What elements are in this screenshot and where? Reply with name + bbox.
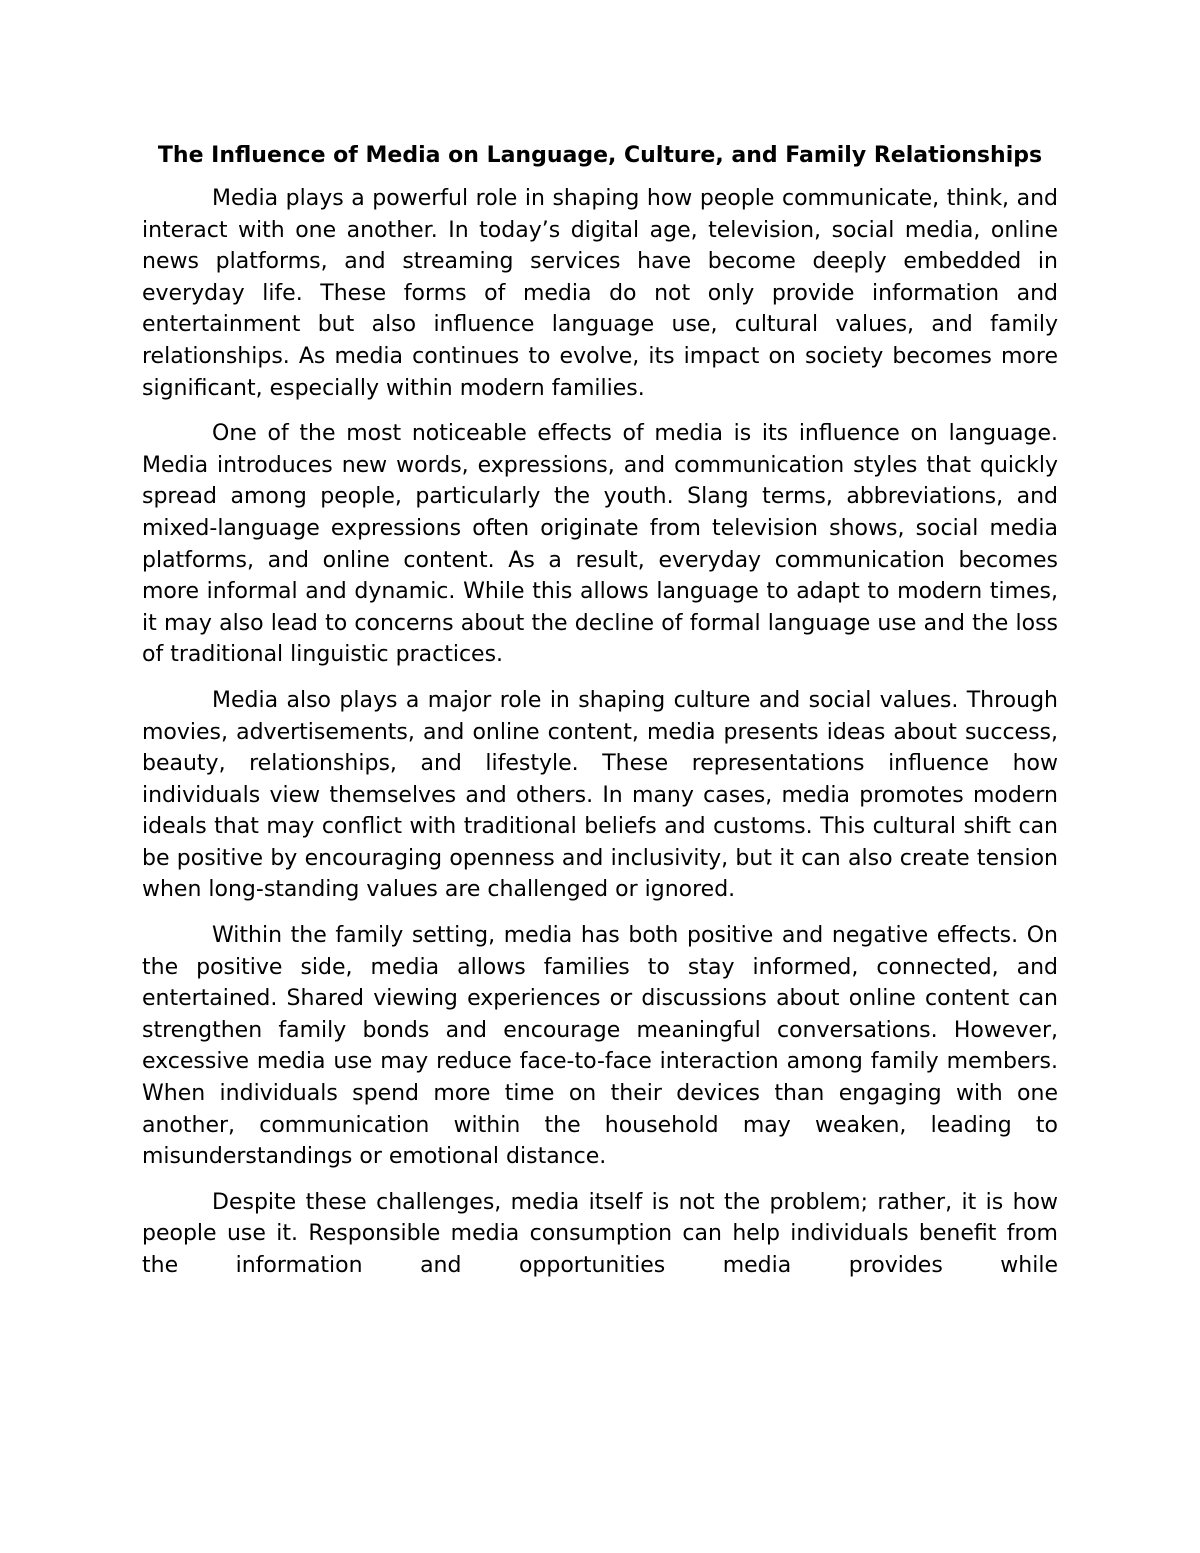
document-title: The Influence of Media on Language, Culture, and Family Relationships [157,143,1043,168]
paragraph-responsible-use: Despite these challenges, media itself is not the problem; rather, it is how people use it. Responsible media consumption can help individuals benefit from the information and opportunities media provides while [142,1189,1058,1278]
paragraph-introduction: Media plays a powerful role in shaping how people communicate, think, and interact with one another. In today’s digital age, television, social media, online news platforms, and streaming services have become deeply embedded in everyday life. These forms of media do not only provide information and entertainment but also influence language use, cultural values, and family relationships. As media continues to evolve, its impact on society becomes more significant, especially within modern families. [142,186,1058,401]
paragraph-language: One of the most noticeable effects of media is its influence on language. Media introduces new words, expressions, and communication styles that quickly spread among people, particularly the youth. Slang terms, abbreviations, and mixed-language expressions often originate from television shows, social media platforms, and online content. As a result, everyday communication becomes more informal and dynamic. While this allows language to adapt to modern times, it may also lead to concerns about the decline of formal language use and the loss of traditional linguistic practices. [142,421,1058,668]
paragraph-family: Within the family setting, media has both positive and negative effects. On the positive side, media allows families to stay informed, connected, and entertained. Shared viewing experiences or discussions about online content can strengthen family bonds and encourage meaningful conversations. However, excessive media use may reduce face-to-face interaction among family members. When individuals spend more time on their devices than engaging with one another, communication within the household may weaken, leading to misunderstandings or emotional distance. [142,923,1058,1170]
document-body [142,140,1058,1296]
paragraph-culture: Media also plays a major role in shaping culture and social values. Through movies, advertisements, and online content, media presents ideas about success, beauty, relationships, and lifestyle. These representations influence how individuals view themselves and others. In many cases, media promotes modern ideals that may conflict with traditional beliefs and customs. This cultural shift can be positive by encouraging openness and inclusivity, but it can also create tension when long-standing values are challenged or ignored. [142,687,1058,903]
